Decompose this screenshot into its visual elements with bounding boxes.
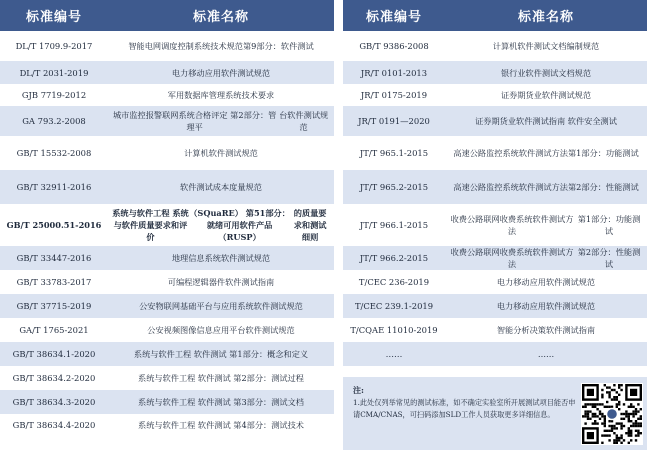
standard-name [445, 106, 647, 136]
right-standards-table [343, 0, 647, 366]
table-row [343, 84, 647, 106]
left-table-header [0, 0, 334, 31]
standard-code: GA 793.2-2008 [22, 116, 86, 126]
standard-code: JR/T 0191—2020 [358, 116, 430, 126]
standard-code: T/CEC 239.1-2019 [354, 301, 434, 311]
standard-name [445, 270, 647, 294]
standard-name [108, 342, 334, 366]
standard-code: GB/T 32911-2016 [16, 182, 92, 192]
standard-name-line: 公安物联网基础平台与应用系统软件测试规范 [139, 301, 303, 311]
standard-name [445, 342, 647, 366]
standard-name-line: 系统与软件工程 系统与软件质量要求和评价 [112, 208, 189, 242]
standard-name-line: 系统与软件工程 软件测试 第2部分：测试过程 [138, 373, 304, 383]
standard-name [108, 106, 334, 136]
standard-name-line: 系统与软件工程 软件测试 第1部分：概念和定义 [133, 349, 309, 359]
table-row [0, 366, 334, 390]
table-row [0, 414, 334, 436]
standard-name-line: 台软件测试规范 [279, 110, 329, 132]
standard-name-line: 可编程逻辑器件软件测试指南 [167, 277, 275, 287]
standard-code: T/CQAE 11010-2019 [350, 325, 438, 335]
name-column-header: 标准名称 [192, 10, 249, 25]
standard-name-line: 第9部分：软件测试 [242, 41, 314, 51]
standard-name-line: 第2部分：性能测试 [567, 182, 639, 192]
table-row [0, 31, 334, 61]
table-row [343, 270, 647, 294]
table-row [343, 106, 647, 136]
standard-name-line: 证券期货业软件测试规范 [500, 90, 592, 100]
table-row [0, 84, 334, 106]
standard-name-line: 城市监控报警联网系统合格评定 第2部分：管理平 [112, 110, 277, 132]
table-row [0, 318, 334, 342]
code-column-header: 标准编号 [25, 10, 82, 25]
standard-code: GB/T 33447-2016 [16, 253, 92, 263]
standard-code: GB/T 15532-2008 [16, 148, 92, 158]
standard-name [108, 61, 334, 84]
standard-name-line: 地理信息系统软件测试规范 [171, 253, 271, 263]
table-row [0, 136, 334, 170]
standard-name [108, 318, 334, 342]
standard-name [108, 390, 334, 414]
standard-code: GB/T 25000.51-2016 [6, 220, 102, 230]
notes-box [343, 377, 647, 450]
standard-code: JR/T 0175-2019 [360, 90, 428, 100]
qr-code-graphic [581, 383, 643, 445]
standard-name-line: 软件测试成本度量规范 [180, 182, 262, 192]
standard-name-line: 计算机软件测试文档编制规范 [492, 41, 600, 51]
standard-name-line: 计算机软件测试规范 [184, 148, 258, 158]
table-row [343, 31, 647, 61]
standard-name [445, 204, 647, 246]
standard-name [445, 246, 647, 270]
table-row [0, 390, 334, 414]
standard-name-line: 收费公路联网收费系统软件测试方法 [450, 214, 574, 236]
standard-name-line: 收费公路联网收费系统软件测试方法 [450, 247, 574, 269]
standard-code: GB/T 38634.3-2020 [12, 397, 96, 407]
standard-name [108, 414, 334, 436]
standard-code: …… [385, 349, 403, 359]
standard-name [108, 270, 334, 294]
table-row [0, 106, 334, 136]
standard-name-line: 军用数据库管理系统技术要求 [167, 90, 275, 100]
standard-code: GA/T 1765-2021 [19, 325, 89, 335]
right-table-header [343, 0, 647, 31]
standard-code: JT/T 965.1-2015 [359, 148, 429, 158]
table-row [343, 294, 647, 318]
standard-name [108, 31, 334, 61]
standard-name [108, 366, 334, 390]
standard-name [108, 246, 334, 270]
standard-name [445, 170, 647, 204]
standard-name-line: 高速公路监控系统软件测试方法 [453, 182, 568, 192]
qr-code-icon[interactable] [581, 383, 643, 445]
standard-code: GB/T 38634.1-2020 [12, 349, 96, 359]
standard-name [445, 31, 647, 61]
standard-code: GB/T 38634.4-2020 [12, 420, 96, 430]
left-standards-table [0, 0, 334, 436]
table-row [343, 61, 647, 84]
standard-code: GB/T 9386-2008 [359, 41, 429, 51]
table-row [0, 170, 334, 204]
standard-name [108, 294, 334, 318]
table-row [343, 342, 647, 366]
standard-code: GB/T 33783-2017 [16, 277, 92, 287]
standard-name-line: 银行业软件测试文档规范 [500, 67, 592, 78]
standard-name-line: 电力移动应用软件测试规范 [171, 67, 271, 78]
standard-name-line: 智能电网调度控制系统技术规范 [128, 41, 243, 51]
standard-code: JT/T 966.1-2015 [359, 220, 429, 230]
standard-name-line: 电力移动应用软件测试规范 [496, 301, 596, 311]
standard-name-line: 公安视频图像信息应用平台软件测试规范 [147, 325, 295, 335]
standard-name-line: 第1部分：功能测试 [567, 148, 639, 158]
standard-name [108, 170, 334, 204]
standard-code: DL/T 1709.9-2017 [15, 41, 93, 51]
standard-name [445, 294, 647, 318]
standard-name [445, 136, 647, 170]
name-column-header: 标准名称 [517, 10, 574, 25]
table-row [0, 204, 334, 246]
standard-code: JT/T 966.2-2015 [359, 253, 429, 263]
table-row [343, 136, 647, 170]
standard-name-line: 第1部分：功能测试 [577, 214, 641, 236]
standard-name-line: 第2部分：性能测试 [577, 247, 641, 269]
left-table-body [0, 31, 334, 436]
standard-name-line: …… [537, 349, 555, 359]
standard-name [445, 318, 647, 342]
standard-code: JR/T 0101-2013 [360, 67, 428, 78]
standard-name [108, 204, 334, 246]
right-table-body [343, 31, 647, 366]
standard-name-line: （SQuaRE） 第51部分：就绪可用软件产品（RUSP） [189, 208, 290, 242]
standard-name-line: 电力移动应用软件测试规范 [496, 277, 596, 287]
standard-name-line: 的质量要求和测试细则 [293, 208, 327, 242]
table-row [0, 342, 334, 366]
standard-name-line: 证券期货业软件测试指南 软件安全测试 [475, 116, 617, 126]
standard-code: DL/T 2031-2019 [19, 67, 89, 78]
standard-code: GB/T 37715-2019 [16, 301, 92, 311]
table-row [343, 246, 647, 270]
code-column-header: 标准编号 [365, 10, 422, 25]
standard-name-line: 系统与软件工程 软件测试 第4部分：测试技术 [138, 420, 304, 430]
notes-text: 1.此处仅列举常见的测试标准，如不确定实验室所开展测试项目能否申请CMA/CNAS，可扫码添加SLD工作人员获取更多详细信息。 [353, 398, 576, 419]
standard-name [108, 136, 334, 170]
standard-code: T/CEC 236-2019 [358, 277, 430, 287]
table-row [0, 294, 334, 318]
standard-name [108, 84, 334, 106]
standard-name-line: 高速公路监控系统软件测试方法 [453, 148, 568, 158]
standard-name-line: 系统与软件工程 软件测试 第3部分：测试文档 [138, 397, 304, 407]
standard-code: JT/T 965.2-2015 [359, 182, 429, 192]
standard-name [445, 84, 647, 106]
standard-code: GB/T 38634.2-2020 [12, 373, 96, 383]
standard-name-line: 智能分析决策软件测试指南 [496, 325, 596, 335]
table-row [0, 61, 334, 84]
table-row [343, 318, 647, 342]
table-row [343, 204, 647, 246]
standard-name [445, 61, 647, 84]
table-row [343, 170, 647, 204]
table-row [0, 246, 334, 270]
notes-title: 注: [353, 385, 364, 395]
standard-code: GJB 7719-2012 [21, 90, 87, 100]
table-row [0, 270, 334, 294]
